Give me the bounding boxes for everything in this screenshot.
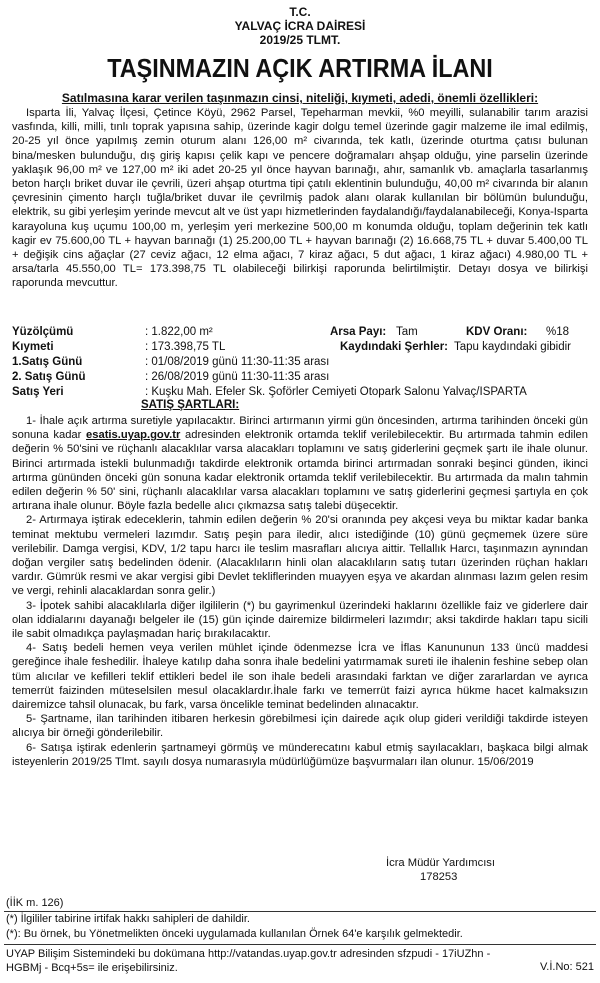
page-title: TAŞINMAZIN AÇIK ARTIRMA İLANI [107, 53, 493, 83]
divider [4, 944, 596, 945]
condition-1-text-a: 1- İhale açık artırma suretiyle yapılacaktır. Birinci artırmanın yirmi gün öncesinden, artırma tarihinden önceki gün sonuna kadar [12, 415, 588, 442]
property-description [12, 106, 588, 291]
footnote-2: (*): Bu örnek, bu Yönetmelikten önceki uygulamada kullanılan Örnek 64'e karşılık gelmektedir. [6, 928, 463, 940]
vat-label: KDV Oranı: [466, 326, 528, 338]
divider [4, 911, 596, 912]
signature-number: 178253 [420, 871, 458, 883]
sale-place-value: : Kuşku Mah. Efeler Sk. Şoförler Cemiyeti Otopark Salonu Yalvaç/ISPARTA [145, 386, 527, 398]
header-file-number: 2019/25 TLMT. [259, 33, 341, 47]
conditions-list [12, 414, 588, 769]
footer-vi-number: V.İ.No: 521 [539, 961, 594, 973]
sale-day-1-value: : 01/08/2019 günü 11:30-11:35 arası [145, 356, 330, 368]
area-value: : 1.822,00 m² [145, 326, 213, 338]
footnote-1: (*) İlgililer tabirine irtifak hakkı sahipleri de dahildir. [6, 913, 250, 925]
esatis-link[interactable]: esatis.uyap.gov.tr [86, 429, 181, 442]
sale-day-1-label: 1.Satış Günü [12, 356, 83, 368]
sale-place-label: Satış Yeri [12, 386, 64, 398]
annotations-value: Tapu kaydındaki gibidir [454, 341, 571, 353]
footer-uyap-text: UYAP Bilişim Sistemindeki bu dokümana http://vatandas.uyap.gov.tr adresinden sfzpudi - 17iUZhn - HGBMj - Bcq+5s= ile erişebilirsiniz. [6, 948, 491, 974]
header-tc: T.C. [289, 5, 311, 19]
share-label: Arsa Payı: [330, 326, 387, 338]
condition-1 [12, 414, 588, 513]
area-label: Yüzölçümü [12, 326, 74, 338]
value-label: Kıymeti [12, 341, 54, 353]
sale-day-2-value: : 26/08/2019 günü 11:30-11:35 arası [145, 371, 330, 383]
condition-3: 3- İpotek sahibi alacaklılarla diğer ilgililerin (*) bu gayrimenkul üzerindeki haklarını özellikle faiz ve giderlere dair olan iddialarını dayanağı belgeler ile (15) gün içinde dairemize bildirmeleri lazımdır; aksi takdirde hakları tapu sicili ile sabit olmadıkça paylaşmadan hariç bırakılacaktır. [12, 599, 588, 641]
condition-5: 5- Şartname, ilan tarihinden itibaren herkesin görebilmesi için dairede açık olup gideri verildiği takdirde isteyen alıcıya bir örneği gönderilebilir. [12, 713, 588, 740]
sale-day-2-label: 2. Satış Günü [12, 371, 86, 383]
signature-title: İcra Müdür Yardımcısı [386, 857, 496, 869]
header-office: YALVAÇ İCRA DAİRESİ [234, 19, 366, 33]
condition-6: 6- Satışa iştirak edenlerin şartnameyi görmüş ve münderecatını kabul etmiş sayılacakları, başkaca bilgi almak isteyenlerin 2019/25 Tlmt. sayılı dosya numarasıyla müdürlüğümüze başvurmaları ilan olunur. 15/06/2019 [12, 741, 588, 768]
condition-2: 2- Artırmaya iştirak edeceklerin, tahmin edilen değerin % 20'si oranında pey akçesi veya bu miktar kadar banka teminat mektubu vermeleri lazımdır. Satış peşin para iledir, alıcı istediğinde (10) günü geçmemek üzere süre verilebilir. Damga vergisi, KDV, 1/2 tapu harcı ile teslim masrafları alıcıya aittir. Tellallık Harcı, taşınmazın aynından doğan vergiler satış bedelinden ödenir. (Alacaklıların hinli olan alacaklıların satış tutarı üzerinden rüçhan hakları vardır. Gümrük resmi ve akar vergisi gibi Devlet tekliflerinden muayyen eşya ve akardan alınması lazım gelen resim ve vergi, rehinli alacaklardan sonra gelir.) [12, 514, 588, 598]
conditions-heading: SATIŞ ŞARTLARI: [141, 399, 240, 411]
vat-value: %18 [546, 326, 570, 338]
section-subtitle: Satılmasına karar verilen taşınmazın cinsi, niteliği, kıymeti, adedi, önemli özellikleri: [61, 91, 539, 105]
value-amount: : 173.398,75 TL [145, 341, 226, 353]
annotations-label: Kaydındaki Şerhler: [340, 341, 449, 353]
condition-1-text-b: adresinden elektronik ortamda teklif verilebilecektir. Bu artırmada tahmin edilen değerin % 50'sini ve rüçhanlı alacaklılar varsa alacakları toplamını ve satış giderlerini geçmek şartı ile ihale olunur. Birinci artırmada istekli bulunmadığı takdirde elektronik ortamda birinci artırmadan sonraki beşinci günden, ikinci artırma gününden önceki gün sonuna kadar elektronik ortamda teklif verilebilecektir. Bu artırmada da malın tahmin edilen değerin % 50' sini, rüçhanlı alacaklılar varsa alacakları toplamını ve satış giderlerini geçmesi şartıyla en çok artırana ihale olunur. Böyle fazla bedelle alıcı çıkmazsa satış talebi düşecektir. [12, 429, 588, 513]
description-text: Isparta İli, Yalvaç İlçesi, Çetince Köyü, 2962 Parsel, Tepeharman mevkii, %0 meyilli, sulanabilir tarım arazisi vasfında, killi, milli, tınlı toprak yapısına sahip, üzerinde kagir dolgu temel üzerinde gagir malzeme ile imal edilmiş, 20-25 yıl önce yapılmış zemin oturum alanı 126,00 m² civarında, tek katlı, üzerinde oturtma çatısı bulunan bina/mesken bulunduğu, dış giriş kapısı çelik kapı ve pencere doğramaları ahşap olduğu, yine parselin üzerinde yaklaşık 96,00 m² ve 127,00 m² iki adet 20-25 yıl önce hayvan barınağı, ahır, samanlık vb. amaçlarla tasarlanmış beton harçlı briket duvar ile çevrili, üzeri ahşap oturtma tipi çatılı eklentinin bulunduğu, 40,00 m² civarında bir alanın çevresinin çimento harçlı tuğla/briket duvar ile çevrilmiş padok alanı olarak kullanılan bir bölümün bulunduğu, elektrik, su gibi yerleşim yerinde mevcut alt ve üst yapı hizmetlerinden faydalandığı/faydalanabileceği, Konya-Isparta karayoluna kuş uçumu 100,00 m, yerleşim yeri merkezine 500,00 m konumda olduğu, toplam değerinin tek katlı kagir ev 75.600,00 TL + hayvan barınağı (1) 25.200,00 TL + hayvan barınağı (2) 16.668,75 TL + duvar 5.400,00 TL + değişik cins ağaçlar (27 ceviz ağacı, 12 elma ağacı, 7 kiraz ağacı, 5 dut ağacı, 1 kiraz ağacı) 4.980,00 TL + arsa/tarla 45.550,00 TL= 173.398,75 TL olabileceği bilirkişi raporunda belirtilmiştir. Detayı dosya ve bilirkişi raporunda mevcuttur. [12, 107, 588, 290]
share-value: Tam [396, 326, 418, 338]
law-reference: (İİK m. 126) [6, 897, 64, 909]
condition-4: 4- Satış bedeli hemen veya verilen mühlet içinde ödenmezse İcra ve İflas Kanununun 133 üncü maddesi gereğince ihale feshedilir. İhaleye katılıp daha sonra ihale bedelini yatırmamak sureti ile ihalenin feshine sebep olan tüm alıcılar ve kefilleri teklif ettikleri bedel ile son ihale bedeli arasındaki farktan ve diğer zararlardan ve ayrıca temerrüt faizinden müteselsilen mesul olacaklardır.İhale farkı ve temerrüt faizi ayrıca hükme hacet kalmaksızın dairemizce tahsil olunacak, bu fark, varsa öncelikle teminat bedelinden alınacaktır. [12, 642, 588, 712]
